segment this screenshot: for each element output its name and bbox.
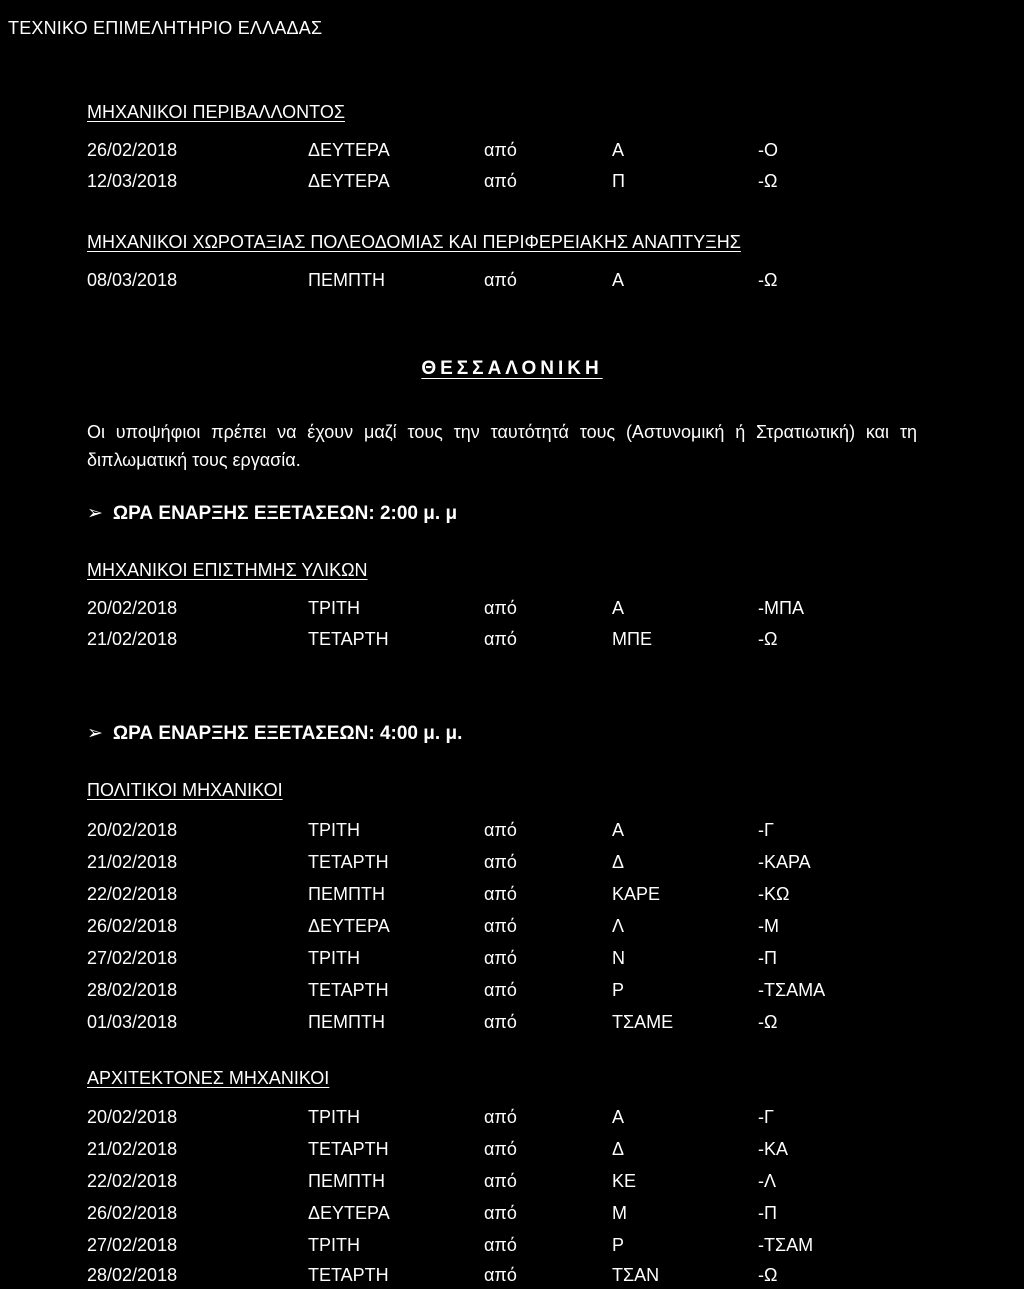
range-end-cell: -ΚΑΡΑ <box>758 852 811 872</box>
from-cell: από <box>484 1139 517 1159</box>
range-start-cell: ΤΣΑΜΕ <box>612 1012 674 1032</box>
range-start-cell: Δ <box>612 852 625 872</box>
table-row <box>0 1265 1024 1289</box>
range-end-cell: -ΜΠΑ <box>758 598 804 618</box>
arrow-bullet-icon: ➢ <box>87 723 103 744</box>
range-end-cell: -Γ <box>758 820 774 840</box>
table-row <box>0 1139 1024 1163</box>
day-cell: ΤΕΤΑΡΤΗ <box>308 1139 389 1159</box>
date-cell: 27/02/2018 <box>87 948 178 968</box>
date-cell: 28/02/2018 <box>87 1265 178 1285</box>
table-row <box>0 980 1024 1004</box>
start-time-line <box>87 722 462 745</box>
range-end-cell: -Ω <box>758 270 778 290</box>
range-end-cell: -ΚΩ <box>758 884 790 904</box>
table-row <box>0 598 1024 622</box>
from-cell: από <box>484 1107 517 1127</box>
day-cell: ΤΡΙΤΗ <box>308 820 360 840</box>
range-end-cell: -Ω <box>758 1265 778 1285</box>
from-cell: από <box>484 598 517 618</box>
arrow-bullet-icon: ➢ <box>87 503 103 524</box>
day-cell: ΤΕΤΑΡΤΗ <box>308 980 389 1000</box>
range-end-cell: -Λ <box>758 1171 777 1191</box>
table-row <box>0 140 1024 164</box>
table-row <box>0 852 1024 876</box>
from-cell: από <box>484 852 517 872</box>
document-header: ΤΕΧΝΙΚΟ ΕΠΙΜΕΛΗΤΗΡΙΟ ΕΛΛΑΔΑΣ <box>8 18 323 38</box>
from-cell: από <box>484 1235 517 1255</box>
date-cell: 26/02/2018 <box>87 1203 178 1223</box>
from-cell: από <box>484 171 517 191</box>
from-cell: από <box>484 948 517 968</box>
range-start-cell: Ρ <box>612 980 625 1000</box>
range-start-cell: Ρ <box>612 1235 625 1255</box>
day-cell: ΤΕΤΑΡΤΗ <box>308 629 389 649</box>
date-cell: 21/02/2018 <box>87 1139 178 1159</box>
from-cell: από <box>484 1012 517 1032</box>
city-heading: ΘΕΣΣΑΛΟΝΙΚΗ <box>421 358 603 379</box>
range-start-cell: Α <box>612 1107 625 1127</box>
table-row <box>0 629 1024 653</box>
day-cell: ΤΡΙΤΗ <box>308 948 360 968</box>
candidates-note: Οι υποψήφιοι πρέπει να έχουν μαζί τους την ταυτότητά τους (Αστυνομική ή Στρατιωτική) και τη διπλωματική τους εργασία. <box>87 422 917 470</box>
table-row <box>0 884 1024 908</box>
table-row <box>0 1107 1024 1131</box>
table-row <box>0 1171 1024 1195</box>
day-cell: ΠΕΜΠΤΗ <box>308 270 385 290</box>
from-cell: από <box>484 629 517 649</box>
start-time-text: ΩΡΑ ΕΝΑΡΞΗΣ ΕΞΕΤΑΣΕΩΝ: 2:00 μ. μ <box>112 503 458 524</box>
range-start-cell: ΚΕ <box>612 1171 637 1191</box>
range-start-cell: ΚΑΡΕ <box>612 884 661 904</box>
range-end-cell: -Ο <box>758 140 778 160</box>
range-end-cell: -Μ <box>758 916 779 936</box>
date-cell: 08/03/2018 <box>87 270 178 290</box>
start-time-line <box>87 502 457 525</box>
from-cell: από <box>484 1203 517 1223</box>
date-cell: 22/02/2018 <box>87 1171 178 1191</box>
date-cell: 22/02/2018 <box>87 884 178 904</box>
day-cell: ΠΕΜΠΤΗ <box>308 1012 385 1032</box>
day-cell: ΤΡΙΤΗ <box>308 1107 360 1127</box>
day-cell: ΤΕΤΑΡΤΗ <box>308 852 389 872</box>
range-end-cell: -Π <box>758 948 777 968</box>
from-cell: από <box>484 820 517 840</box>
day-cell: ΔΕΥΤΕΡΑ <box>308 171 390 191</box>
section-title-planning: ΜΗΧΑΝΙΚΟΙ ΧΩΡΟΤΑΞΙΑΣ ΠΟΛΕΟΔΟΜΙΑΣ ΚΑΙ ΠΕΡΙΦΕΡΕΙΑΚΗΣ ΑΝΑΠΤΥΞΗΣ <box>87 232 741 252</box>
range-start-cell: Α <box>612 140 625 160</box>
table-row <box>0 948 1024 972</box>
range-end-cell: -Γ <box>758 1107 774 1127</box>
from-cell: από <box>484 140 517 160</box>
date-cell: 26/02/2018 <box>87 140 178 160</box>
table-row <box>0 916 1024 940</box>
section-title-materials: ΜΗΧΑΝΙΚΟΙ ΕΠΙΣΤΗΜΗΣ ΥΛΙΚΩΝ <box>87 560 368 580</box>
date-cell: 12/03/2018 <box>87 171 178 191</box>
table-row <box>0 270 1024 294</box>
range-start-cell: Π <box>612 171 625 191</box>
range-end-cell: -ΤΣΑΜ <box>758 1235 814 1255</box>
day-cell: ΤΕΤΑΡΤΗ <box>308 1265 389 1285</box>
day-cell: ΤΡΙΤΗ <box>308 1235 360 1255</box>
range-start-cell: ΤΣΑΝ <box>612 1265 660 1285</box>
section-title-civil: ΠΟΛΙΤΙΚΟΙ ΜΗΧΑΝΙΚΟΙ <box>87 780 283 800</box>
section-title-architects: ΑΡΧΙΤΕΚΤΟΝΕΣ ΜΗΧΑΝΙΚΟΙ <box>87 1068 330 1088</box>
section-title-environmental: ΜΗΧΑΝΙΚΟΙ ΠΕΡΙΒΑΛΛΟΝΤΟΣ <box>87 102 345 122</box>
range-end-cell: -Ω <box>758 1012 778 1032</box>
day-cell: ΔΕΥΤΕΡΑ <box>308 916 390 936</box>
date-cell: 20/02/2018 <box>87 1107 178 1127</box>
date-cell: 21/02/2018 <box>87 852 178 872</box>
range-start-cell: Δ <box>612 1139 625 1159</box>
date-cell: 27/02/2018 <box>87 1235 178 1255</box>
range-start-cell: Α <box>612 820 625 840</box>
day-cell: ΔΕΥΤΕΡΑ <box>308 140 390 160</box>
range-start-cell: Α <box>612 270 625 290</box>
range-end-cell: -Π <box>758 1203 777 1223</box>
range-end-cell: -Ω <box>758 171 778 191</box>
range-end-cell: -ΤΣΑΜΑ <box>758 980 826 1000</box>
table-row <box>0 1203 1024 1227</box>
date-cell: 26/02/2018 <box>87 916 178 936</box>
range-start-cell: ΜΠΕ <box>612 629 652 649</box>
table-row <box>0 820 1024 844</box>
start-time-text: ΩΡΑ ΕΝΑΡΞΗΣ ΕΞΕΤΑΣΕΩΝ: 4:00 μ. μ. <box>112 723 463 744</box>
date-cell: 20/02/2018 <box>87 820 178 840</box>
from-cell: από <box>484 980 517 1000</box>
date-cell: 28/02/2018 <box>87 980 178 1000</box>
from-cell: από <box>484 884 517 904</box>
range-end-cell: -ΚΑ <box>758 1139 789 1159</box>
day-cell: ΠΕΜΠΤΗ <box>308 1171 385 1191</box>
date-cell: 01/03/2018 <box>87 1012 178 1032</box>
range-end-cell: -Ω <box>758 629 778 649</box>
from-cell: από <box>484 916 517 936</box>
range-start-cell: Ν <box>612 948 625 968</box>
from-cell: από <box>484 1265 517 1285</box>
from-cell: από <box>484 1171 517 1191</box>
range-start-cell: Λ <box>612 916 625 936</box>
range-start-cell: Α <box>612 598 625 618</box>
table-row <box>0 171 1024 195</box>
range-start-cell: Μ <box>612 1203 627 1223</box>
day-cell: ΠΕΜΠΤΗ <box>308 884 385 904</box>
date-cell: 21/02/2018 <box>87 629 178 649</box>
date-cell: 20/02/2018 <box>87 598 178 618</box>
day-cell: ΤΡΙΤΗ <box>308 598 360 618</box>
table-row <box>0 1012 1024 1036</box>
from-cell: από <box>484 270 517 290</box>
day-cell: ΔΕΥΤΕΡΑ <box>308 1203 390 1223</box>
table-row <box>0 1235 1024 1259</box>
